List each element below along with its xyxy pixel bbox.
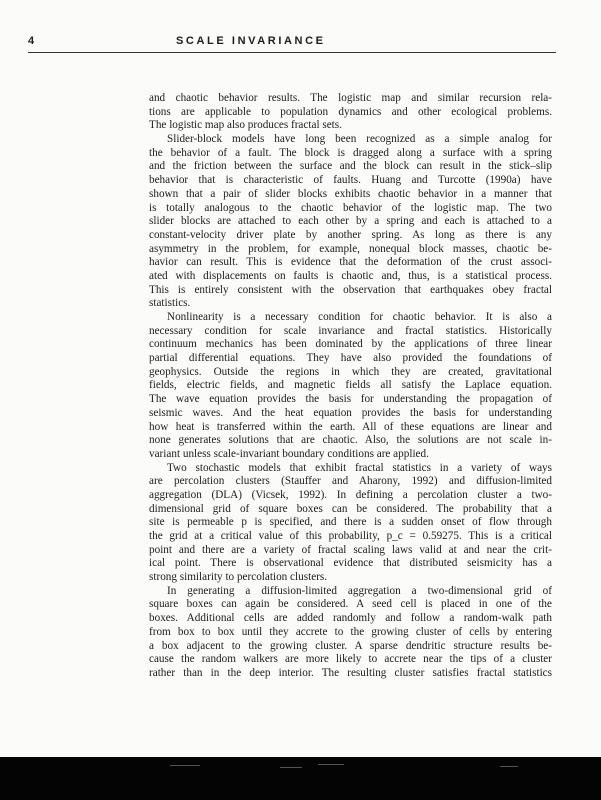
page-number: 4 xyxy=(28,35,35,47)
text-line: havior can result. This is evidence that the deformation of the crust associ- xyxy=(149,256,552,269)
text-line: The wave equation provides the basis for understanding the propagation of xyxy=(149,393,552,406)
text-line: dimensional grid of square boxes can be considered. The probability that a xyxy=(149,502,552,515)
body-text xyxy=(149,92,552,681)
text-line: boxes. Additional cells are added randomly and follow a random-walk path xyxy=(149,612,552,625)
text-line: seismic waves. And the heat equation provides the basis for understanding xyxy=(149,406,552,419)
text-line: point and there are a variety of fractal scaling laws valid at and near the crit- xyxy=(149,543,552,556)
text-line: asymmetry in the problem, for example, nonequal block masses, chaotic be- xyxy=(149,242,552,255)
text-line: fields, electric fields, and magnetic fields all satisfy the Laplace equation. xyxy=(149,379,552,392)
header-rule xyxy=(28,52,556,53)
text-line: slider blocks are attached to each other by a spring and each is attached to a xyxy=(149,215,552,228)
text-line: constant-velocity driver plate by another spring. As long as there is any xyxy=(149,228,552,241)
text-line: is totally analogous to the chaotic behavior of the logistic map. The two xyxy=(149,201,552,214)
text-line: continuum mechanics has been dominated by the applications of three linear xyxy=(149,338,552,351)
text-line: are percolation clusters (Stauffer and Aharony, 1992) and diffusion-limited xyxy=(149,475,552,488)
text-line: In generating a diffusion-limited aggregation a two-dimensional grid of xyxy=(167,584,552,597)
text-line: Two stochastic models that exhibit fractal statistics in a variety of ways xyxy=(167,461,552,474)
text-line: variant unless scale-invariant boundary conditions are applied. xyxy=(149,447,429,460)
text-line: ated with displacements on faults is chaotic and, thus, is a statistical process. xyxy=(149,269,552,282)
scan-shadow-band xyxy=(0,757,601,800)
text-line: square boxes can again be considered. A seed cell is placed in one of the xyxy=(149,598,552,611)
text-line: geophysics. Outside the regions in which they are created, gravitational xyxy=(149,365,552,378)
text-line: and chaotic behavior results. The logistic map and similar recursion rela- xyxy=(149,92,552,104)
text-line: cause the random walkers are more likely to accrete near the tips of a cluster xyxy=(149,653,552,666)
text-line: strong similarity to percolation clusters. xyxy=(149,571,328,584)
text-line: Slider-block models have long been recognized as a simple analog for xyxy=(167,133,552,146)
text-line: a box adjacent to the growing cluster. A sparse dendritic structure results be- xyxy=(149,639,552,652)
text-line: aggregation (DLA) (Vicsek, 1992). In defining a percolation cluster a two- xyxy=(149,488,552,501)
text-line: The logistic map also produces fractal sets. xyxy=(149,119,342,132)
text-line: rather than in the deep interior. The resulting cluster satisfies fractal statistics xyxy=(149,666,552,679)
page-header xyxy=(28,35,556,59)
text-line: necessary condition for scale invariance and fractal statistics. Historically xyxy=(149,324,552,337)
text-line: shown that a pair of slider blocks exhibits chaotic behavior in a manner that xyxy=(149,187,552,200)
text-line: behavior that is characteristic of faults. Huang and Turcotte (1990a) have xyxy=(149,174,552,187)
text-line: tions are applicable to population dynamics and other ecological problems. xyxy=(149,105,552,118)
text-line: the behavior of a fault. The block is dragged along a surface with a spring xyxy=(149,146,552,159)
text-line: from box to box until they accrete to the growing cluster of cells by entering xyxy=(149,625,552,638)
text-line: partial differential equations. They have also provided the foundations of xyxy=(149,352,552,365)
text-line: and the friction between the surface and the block can result in the stick–slip xyxy=(149,160,552,173)
text-line: ical point. There is observational evidence that distributed seismicity has a xyxy=(149,557,552,570)
text-line: how heat is transferred within the earth. All of these equations are linear and xyxy=(149,420,552,433)
text-line: site is permeable p is specified, and there is a sudden onset of flow through xyxy=(149,516,552,529)
text-line: the grid at a critical value of this probability, p_c = 0.59275. This is a critical xyxy=(149,530,552,542)
text-line: statistics. xyxy=(149,297,191,310)
text-line: none generates solutions that are chaotic. Also, the solutions are not scale in- xyxy=(149,434,552,447)
running-head: SCALE INVARIANCE xyxy=(176,35,326,47)
text-line: Nonlinearity is a necessary condition for chaotic behavior. It is also a xyxy=(167,311,552,323)
text-line: This is entirely consistent with the observation that earthquakes obey fractal xyxy=(149,283,552,296)
